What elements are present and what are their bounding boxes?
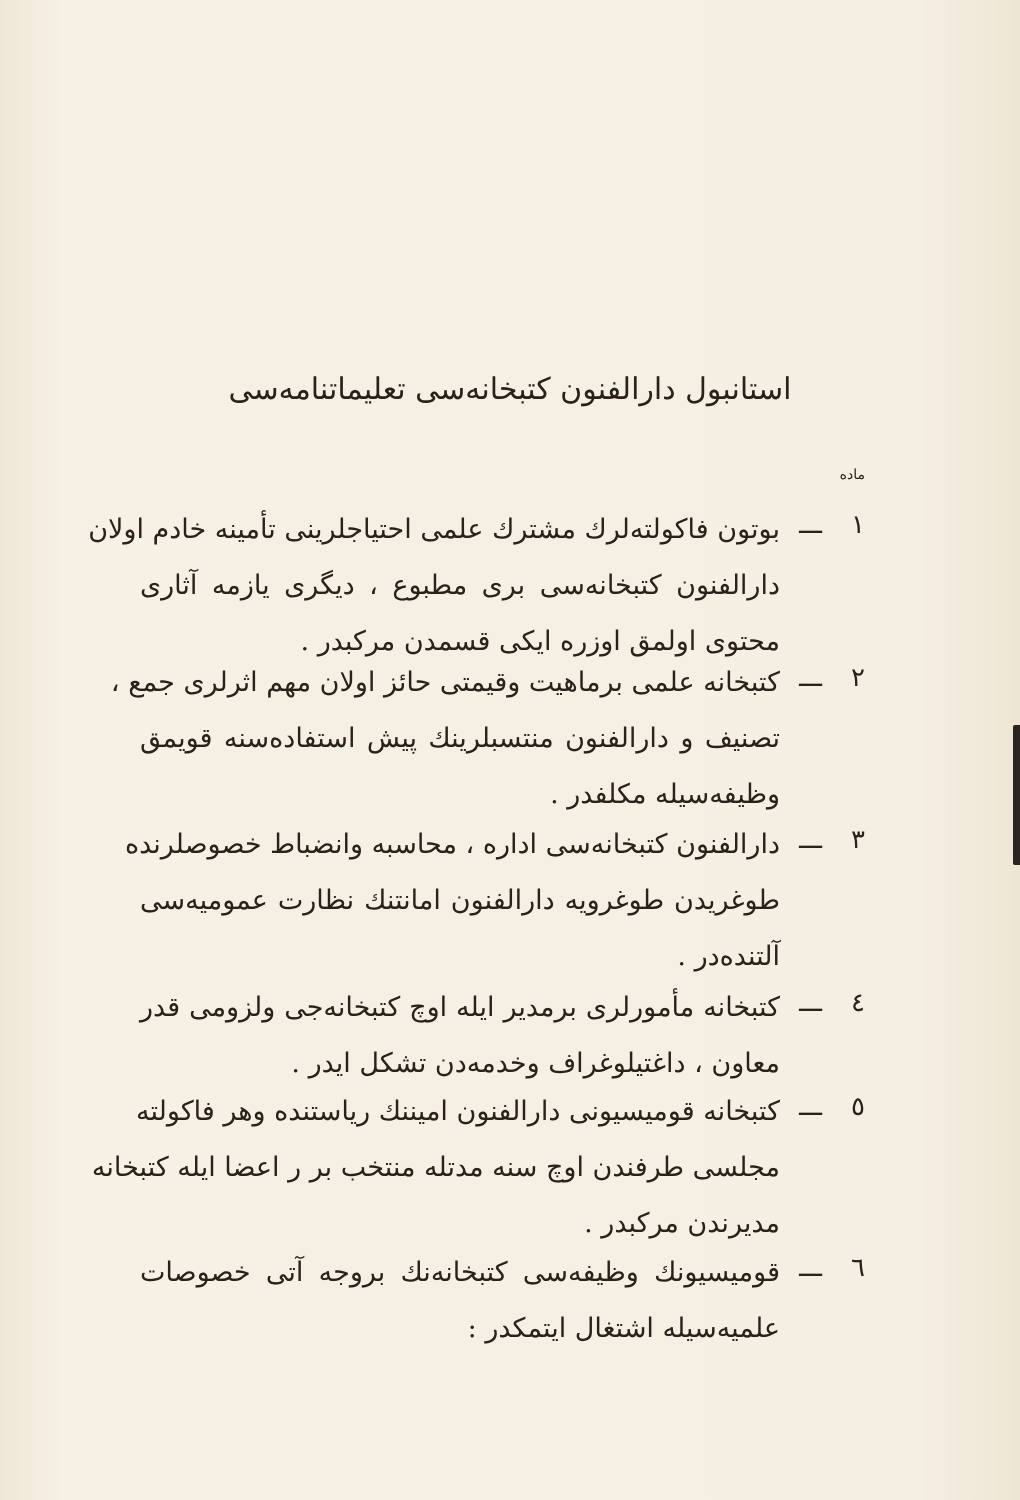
article-line: كتبخانه قومیسیونی دارالفنون امیننك ریاستنده وهر فاكولته: [136, 1096, 780, 1127]
article-dash: ـــ: [799, 663, 822, 693]
article-line: وظیفه‌سیله مكلفدر .: [550, 779, 780, 810]
article-text: [88, 510, 780, 678]
article-dash: ـــ: [799, 1253, 822, 1283]
article-line: محتوی اولمق اوزره ایكی قسمدن مركبدر .: [300, 626, 780, 657]
article-line: دارالفنون كتبخانه‌سی بری مطبوع ، دیگری یازمه آثاری: [140, 570, 780, 601]
article-line: قومیسیونك وظیفه‌سی كتبخانه‌نك بروجه آتی خصوصات: [140, 1257, 780, 1288]
article-line: طوغریدن طوغرویه دارالفنون امانتنك نظارت عمومیه‌سی: [140, 885, 780, 916]
article-line: دارالفنون كتبخانه‌سی اداره ، محاسبه وانضباط خصوصلرنده: [124, 829, 780, 860]
article-text: [124, 825, 780, 993]
article-number: ٥: [851, 1092, 865, 1122]
article-dash: ـــ: [799, 988, 822, 1018]
article-line: كتبخانه مأمورلری برمدیر ایله اوچ كتبخانه‌جی ولزومی قدر: [140, 992, 780, 1023]
article-number: ٢: [851, 663, 865, 693]
article-dash: ـــ: [799, 1092, 822, 1122]
article-number: ١: [851, 510, 865, 540]
article-line: مجلسی طرفندن اوچ سنه مدتله منتخب بر ر اعضا ایله كتبخانه: [91, 1152, 780, 1183]
article-text: [110, 663, 780, 831]
article-number: ٤: [851, 988, 865, 1018]
article-text: [140, 988, 780, 1100]
article-line: تصنیف و دارالفنون منتسبلرینك پیش استفاده‌سنه قویمق: [140, 723, 780, 754]
page-title: استانبول دارالفنون كتبخانه‌سی تعلیماتنامه‌سی: [228, 372, 792, 407]
article-line: كتبخانه علمی برماهیت وقیمتی حائز اولان مهم اثرلری جمع ،: [110, 667, 780, 698]
article-dash: ـــ: [799, 825, 822, 855]
article-line: مدیرندن مركبدر .: [584, 1208, 780, 1239]
article-line: آلتنده‌در .: [677, 941, 780, 972]
article-dash: ـــ: [799, 510, 822, 540]
article-text: [91, 1092, 780, 1260]
article-line: معاون ، داغتیلوغراف وخدمه‌دن تشكل ایدر .: [291, 1048, 780, 1079]
article-column-label: ماده: [839, 467, 865, 483]
article-line: علمیه‌سیله اشتغال ایتمكدر :: [467, 1313, 780, 1344]
article-text: [140, 1253, 780, 1365]
page-edge-tab: [1013, 725, 1020, 865]
article-line: بوتون فاكولته‌لرك مشترك علمی احتیاجلرینی تأمینه خادم اولان: [88, 514, 780, 545]
article-number: ٣: [851, 825, 865, 855]
article-number: ٦: [851, 1253, 865, 1283]
